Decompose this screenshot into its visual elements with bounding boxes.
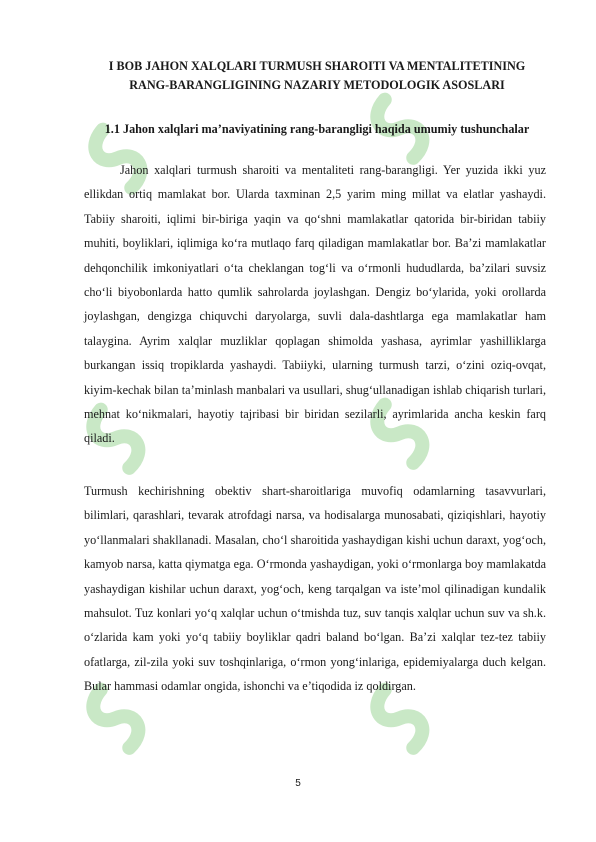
body-paragraph-1: Jahon xalqlari turmush sharoiti va mentaliteti rang-barangligi. Yer yuzida ikki yuz ellikdan ortiq mamlakat bor. Ularda taxminan 2,5 yarim ming millat va elatlar yashaydi. Tabiiy sharoiti, iqlimi bir-biriga yaqin va qo‘shni mamlakatlar qatorida bir-biridan tabiiy muhiti, boyliklari, iqlimiga ko‘ra mutlaqo farq qiladigan mamlakatlar bor. Ba’zi mamlakatlar dehqonchilik imkoniyatlari o‘ta cheklangan tog‘li va o‘rmonli hududlarda, ba’zilari suvsiz cho‘li biyobonlarda hatto qumlik sahrolarda joylashgan. Dengiz bo‘ylarida, yoki orollarda joylashgan, dengizga chiquvchi daryolarga, suvli dala-dashtlarga ega mamlakatlar ham talaygina. Ayrim xalqlar muzliklar qoplagan shimolda yashasa, ayrimlar yashilliklarga burkangan issiq tropiklarda yashaydi. Tabiiyki, ularning turmush tarzi, o‘zini oziq-ovqat, kiyim-kechak bilan ta’minlash manbalari va usullari, shug‘ullanadigan ishlab chiqarish turlari, mehnat ko‘nikmalari, hayotiy tajribasi bir biridan sezilarli, ayrimlarida ancha keskin farq qiladi. — [84, 163, 546, 446]
page-number: 5 — [295, 778, 301, 789]
body-paragraph-2: Turmush kechirishning obektiv shart-sharoitlariga muvofiq odamlarning tasavvurlari, bilimlari, qarashlari, tevarak atrofdagi narsa, va hodisalarga munosabati, qiziqishlari, hayotiy yo‘llanmalari shakllanadi. Masalan, cho‘l sharoitida yashaydigan kishi uchun daraxt, yog‘och, kamyob narsa, katta qiymatga ega. O‘rmonda yashaydigan, yoki o‘rmonlarga boy mamlakatda yashaydigan kishilar uchun daraxt, yog‘och, keng tarqalgan va iste’mol qilinadigan kundalik mahsulot. Tuz konlari yo‘q xalqlar uchun o‘tmishda tuz, suv tanqis xalqlar uchun suv va sh.k. o‘zlarida kam yoki yo‘q tabiiy boyliklar qadri baland bo‘lgan. Ba’zi xalqlar tez-tez tabiiy ofatlarga, zil-zila yoki suv toshqinlariga, o‘rmon yong‘inlariga, epidemiyalarga duch kelgan. Bular hammasi odamlar ongida, ishonchi va e’tiqodida iz qoldirgan. — [84, 484, 546, 694]
chapter-title: I BOB JAHON XALQLARI TURMUSH SHAROITI VA MENTALITETINING RANG-BARANGLIGINING NAZARIY METODOLOGIK ASOSLARI — [108, 59, 526, 92]
section-title: 1.1 Jahon xalqlari ma’naviyatining rang-barangligi haqida umumiy tushunchalar — [104, 122, 530, 136]
